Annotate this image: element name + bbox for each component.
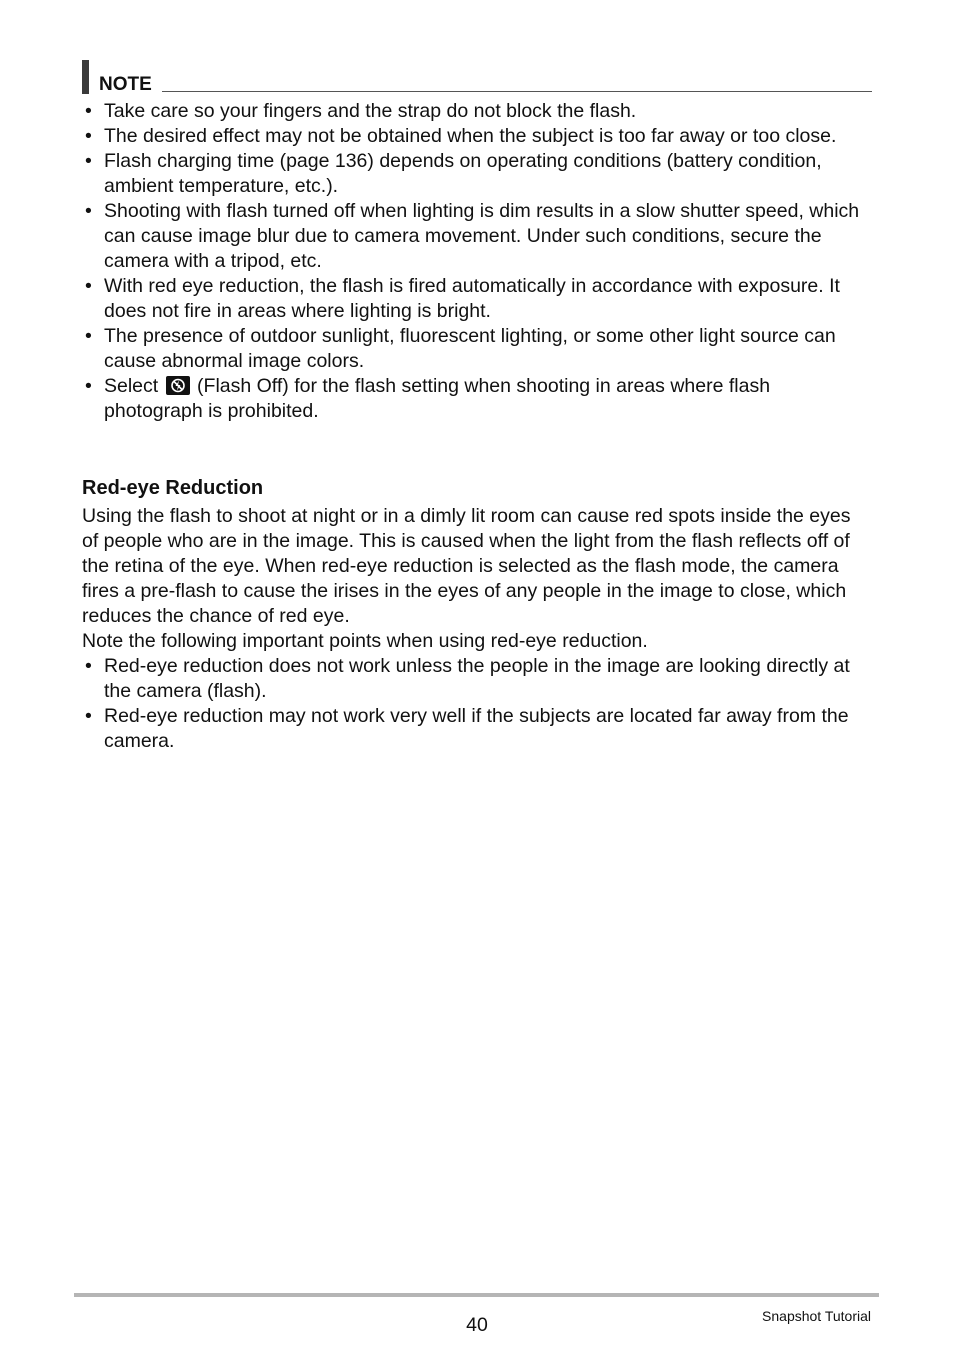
note-item bbox=[82, 374, 872, 424]
note-item bbox=[82, 149, 872, 199]
note-label: NOTE bbox=[99, 74, 152, 95]
note-header bbox=[82, 60, 872, 96]
note-item-text: With red eye reduction, the flash is fired automatically in accordance with exposure. It does not fire in areas where lighting is bright. bbox=[104, 275, 840, 322]
note-list bbox=[82, 99, 872, 424]
bullet: • bbox=[85, 125, 92, 147]
bullet: • bbox=[85, 200, 92, 222]
flash-off-icon bbox=[166, 376, 190, 395]
note-item-text: The presence of outdoor sunlight, fluorescent lighting, or some other light source can cause abnormal image colors. bbox=[104, 325, 836, 372]
note-item bbox=[82, 199, 872, 274]
note-item-text-before: Select bbox=[104, 375, 164, 397]
red-eye-list bbox=[82, 654, 872, 754]
bullet: • bbox=[85, 655, 92, 677]
section-paragraph: Using the flash to shoot at night or in a dimly lit room can cause red spots inside the eyes of people who are in the image. This is caused when the light from the flash reflects off of the retina of the eye. When red-eye reduction is selected as the flash mode, the camera fires a pre-flash to cause the irises in the eyes of any people in the image to close, which reduces the chance of red eye. bbox=[82, 505, 851, 627]
note-item bbox=[82, 274, 872, 324]
page-number: 40 bbox=[466, 1314, 488, 1336]
note-item bbox=[82, 124, 872, 149]
bullet: • bbox=[85, 100, 92, 122]
note-rule bbox=[162, 91, 872, 92]
section-title: Red-eye Reduction bbox=[82, 477, 264, 499]
red-eye-item-text: Red-eye reduction does not work unless the people in the image are looking directly at the camera (flash). bbox=[104, 655, 850, 702]
bullet: • bbox=[85, 705, 92, 727]
bullet: • bbox=[85, 375, 92, 397]
note-item bbox=[82, 324, 872, 374]
red-eye-item bbox=[82, 654, 872, 704]
note-bar bbox=[82, 60, 89, 94]
bullet: • bbox=[85, 325, 92, 347]
red-eye-item-text: Red-eye reduction may not work very well if the subjects are located far away from the camera. bbox=[104, 705, 849, 752]
bullet: • bbox=[85, 150, 92, 172]
note-item-text: Take care so your fingers and the strap do not block the flash. bbox=[104, 100, 637, 122]
footer-rule bbox=[74, 1293, 879, 1297]
note-item-text-after: (Flash Off) for the flash setting when shooting in areas where flash photograph is prohibited. bbox=[104, 375, 771, 422]
note-item-text: The desired effect may not be obtained when the subject is too far away or too close. bbox=[104, 125, 837, 147]
section-body bbox=[82, 504, 872, 654]
bullet: • bbox=[85, 275, 92, 297]
section-intro: Note the following important points when using red-eye reduction. bbox=[82, 630, 648, 652]
note-item-text: Flash charging time (page 136) depends on operating conditions (battery condition, ambient temperature, etc.). bbox=[104, 150, 822, 197]
note-item-text: Shooting with flash turned off when lighting is dim results in a slow shutter speed, which can cause image blur due to camera movement. Under such conditions, secure the camera with a tripod, etc. bbox=[104, 200, 860, 272]
red-eye-item bbox=[82, 704, 872, 754]
footer-section-label: Snapshot Tutorial bbox=[762, 1308, 871, 1324]
note-item bbox=[82, 99, 872, 124]
